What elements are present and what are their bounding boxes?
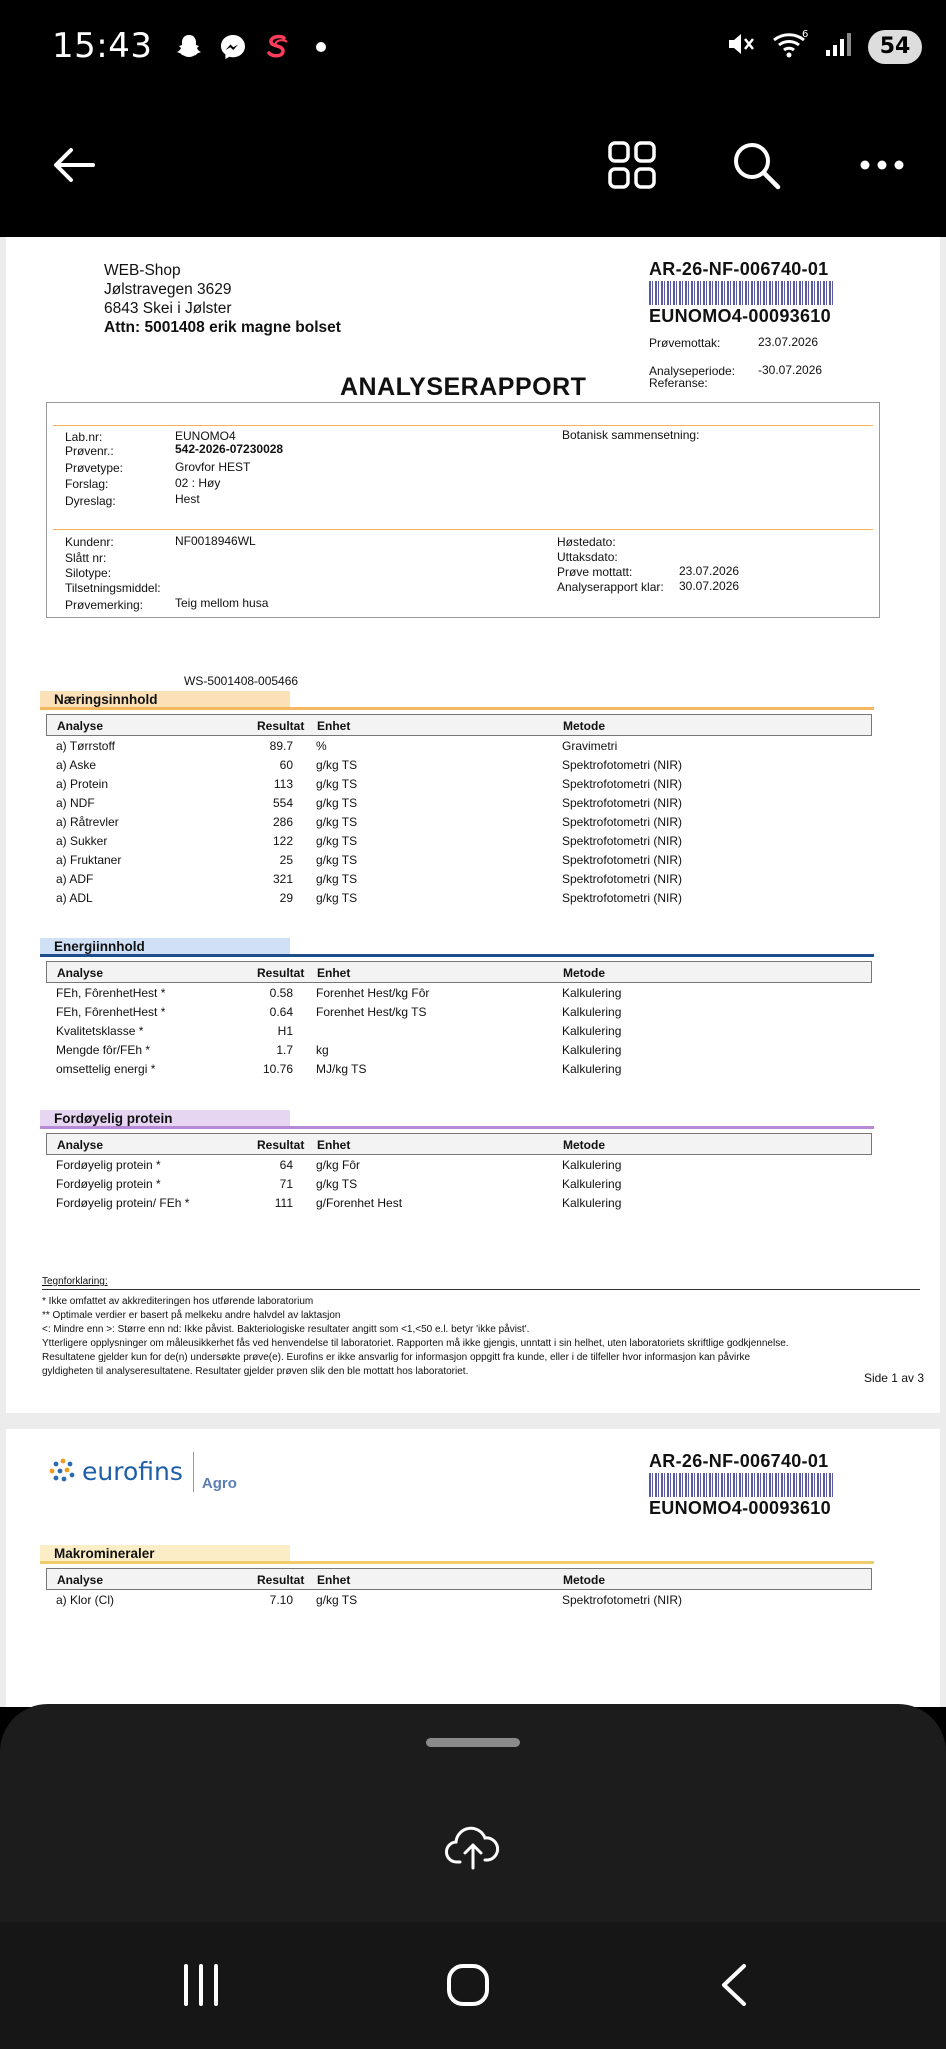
grid-view-button[interactable] [600,133,664,197]
uttaksdato-label: Uttaksdato: [557,550,618,564]
cell-enhet: g/kg TS [316,796,358,810]
cell-resultat: 286 [272,815,293,829]
cell-metode: Kalkulering [562,986,622,1000]
table-row [46,1060,872,1079]
cell-analyse: Fordøyelig protein/ FEh * [56,1196,190,1210]
prove-mottatt-value: 23.07.2026 [679,564,740,578]
table-row [46,737,872,756]
sender-line-2: Jølstravegen 3629 [104,281,232,298]
sim-badge: 6 [802,29,809,40]
cell-enhet: MJ/kg TS [316,1062,367,1076]
cell-resultat: 0.58 [269,986,293,1000]
eurofins-logo [48,1451,237,1492]
tilsetning-label: Tilsetningsmiddel: [65,581,161,595]
cell-resultat: 71 [279,1177,293,1191]
sheet-drag-handle[interactable] [426,1738,520,1747]
back-arrow-icon [49,145,99,185]
table-row [46,1175,872,1194]
nav-back-icon [716,1962,752,2008]
cell-metode: Kalkulering [562,1005,622,1019]
cell-resultat: 321 [272,872,293,886]
report-page-2 [6,1429,940,1707]
cell-resultat: 10.76 [262,1062,293,1076]
cell-analyse: Fordøyelig protein * [56,1177,161,1191]
search-icon [729,138,783,192]
legend-line-4: Ytterligere opplysninger om måleusikkerhet fås ved henvendelse til laboratoriet. Rapporten må ikke gjengis, unntatt i sin helhet, uten laboratoriets skriftlige godkjennelse. [42,1338,789,1349]
cell-resultat: 113 [273,777,293,791]
legend-line-5: Resultatene gjelder kun for de(n) undersøkte prøve(e). Eurofins er ikke ansvarlig for informasjon oppgitt fra kunde, eller i de tilfeller hvor informasjon kan påvirke [42,1352,751,1363]
page-number: Side 1 av 3 [863,1371,924,1385]
silotype-label: Silotype: [65,566,112,580]
more-notifications-dot [316,42,326,52]
legend-line-1: * Ikke omfattet av akkrediteringen hos utførende laboratorium [42,1296,314,1307]
cell-analyse: a) Aske [56,758,97,772]
cell-enhet: g/kg TS [316,853,358,867]
kundenr-value: NF0018946WL [175,534,256,548]
table-row [46,794,872,813]
cell-analyse: a) Sukker [56,834,108,848]
naering-table-header [46,714,872,736]
col-metode: Metode [563,1573,605,1587]
cell-resultat: 7.10 [269,1593,293,1607]
cell-metode: Kalkulering [562,1158,622,1172]
cell-analyse: a) Klor (Cl) [56,1593,115,1607]
cell-resultat: 29 [279,891,293,905]
cell-resultat: 60 [279,758,293,772]
cell-analyse: FEh, FôrenhetHest * [56,1005,166,1019]
table-row [46,756,872,775]
mute-icon [724,28,756,65]
provetype-value: Grovfor HEST [175,460,251,474]
sender-line-1: WEB-Shop [104,262,181,279]
cell-metode: Spektrofotometri (NIR) [562,1593,683,1607]
cell-enhet: g/kg TS [316,777,358,791]
attn-line: Attn: 5001408 erik magne bolset [104,319,341,336]
status-time: 15:43 [52,26,153,66]
dyreslag-label: Dyreslag: [65,494,116,508]
col-analyse: Analyse [57,1573,104,1587]
bottom-sheet [0,1704,946,1924]
cell-metode: Spektrofotometri (NIR) [562,815,683,829]
table-row [46,870,872,889]
cell-analyse: Kvalitetsklasse * [56,1024,144,1038]
wifi-icon [770,28,810,65]
cell-enhet: g/kg TS [316,891,358,905]
cell-analyse: a) Tørrstoff [56,739,115,753]
sample-code: EUNOMO4-00093610 [649,306,831,326]
table-row [46,1156,872,1175]
table-row [46,832,872,851]
col-resultat: Resultat [257,1138,305,1152]
section-energi-title: Energiinnhold [40,938,290,956]
col-metode: Metode [563,966,605,980]
recent-apps-icon [178,1962,224,2008]
system-status-icons [724,28,922,65]
table-row [46,1591,872,1610]
cell-resultat: 89.7 [269,739,293,753]
prove-mottatt-label: Prøve mottatt: [557,565,633,579]
cell-metode: Spektrofotometri (NIR) [562,758,683,772]
ws-code: WS-5001408-005466 [184,674,299,688]
cell-enhet: kg [316,1043,329,1057]
cell-enhet: g/kg TS [316,834,358,848]
table-row [46,775,872,794]
cell-metode: Spektrofotometri (NIR) [562,853,683,867]
cell-analyse: FEh, FôrenhetHest * [56,986,166,1000]
eurofins-logo-dots-icon [48,1457,78,1487]
provemottak-label: Prøvemottak: [649,336,721,350]
eurofins-logo-text: eurofins [82,1457,183,1486]
forslag-value: 02 : Høy [175,476,221,490]
section-protein-title: Fordøyelig protein [40,1110,290,1128]
labnr-label: Lab.nr: [65,430,103,444]
provenr-value: 542-2026-07230028 [175,442,284,456]
cloud-upload-icon [444,1824,502,1870]
section-energi-rule [40,954,874,957]
klar-label: Analyserapport klar: [557,580,664,594]
notification-icons [172,30,326,64]
cell-metode: Spektrofotometri (NIR) [562,891,683,905]
col-analyse: Analyse [57,1138,104,1152]
sender-line-3: 6843 Skei i Jølster [104,300,232,317]
report-number: AR-26-NF-006740-01 [649,259,829,279]
slatt-label: Slått nr: [65,551,107,565]
klar-value: 30.07.2026 [679,579,740,593]
sample-code-p2: EUNOMO4-00093610 [649,1498,831,1518]
col-enhet: Enhet [317,966,351,980]
logo-divider [193,1452,194,1492]
cell-metode: Spektrofotometri (NIR) [562,872,683,886]
cell-analyse: a) Protein [56,777,109,791]
system-navigation-bar [0,1922,946,2049]
provemerking-value: Teig mellom husa [175,596,269,610]
barcode [649,281,835,305]
messenger-icon [216,30,250,64]
table-row [46,1194,872,1213]
sample-info-box [46,402,880,618]
table-row [46,813,872,832]
energi-table-header [46,961,872,983]
cell-analyse: a) Råtrevler [56,815,119,829]
cell-enhet: g/Forenhet Hest [316,1196,403,1210]
cell-metode: Kalkulering [562,1062,622,1076]
upload-cloud-button[interactable] [444,1824,502,1875]
cell-resultat: 0.64 [269,1005,293,1019]
cell-analyse: a) Fruktaner [56,853,122,867]
provemottak-value: 23.07.2026 [758,335,819,349]
report-number-p2: AR-26-NF-006740-01 [649,1451,829,1471]
table-row [46,851,872,870]
cell-analyse: Mengde fôr/FEh * [56,1043,151,1057]
section-naering-title: Næringsinnhold [40,691,290,709]
cell-enhet: g/kg TS [316,815,358,829]
cell-enhet: Forenhet Hest/kg TS [316,1005,427,1019]
cell-metode: Kalkulering [562,1043,622,1057]
cell-analyse: a) NDF [56,796,95,810]
more-options-button[interactable] [850,133,914,197]
legend-line-6: gyldigheten til analyseresultatene. Resultater gjelder prøven slik den ble mottatt hos laboratoriet. [42,1366,469,1377]
makro-table-header [46,1568,872,1590]
col-enhet: Enhet [317,1138,351,1152]
table-row [46,984,872,1003]
back-button[interactable] [42,133,106,197]
cell-resultat: H1 [277,1024,293,1038]
col-resultat: Resultat [257,719,305,733]
forslag-label: Forslag: [65,477,109,491]
provenr-label: Prøvenr.: [65,444,114,458]
cell-resultat: 64 [279,1158,293,1172]
section-makro-title: Makromineraler [40,1545,290,1563]
cell-metode: Kalkulering [562,1177,622,1191]
legend-title: Tegnforklaring: [42,1276,108,1287]
cell-enhet: g/kg TS [316,758,358,772]
recent-apps-button[interactable] [178,1962,224,2013]
document-viewer[interactable] [0,237,946,1707]
cell-enhet: g/kg TS [316,1177,358,1191]
legend-rule [42,1289,920,1290]
kundenr-label: Kundenr: [65,535,114,549]
botanisk-label: Botanisk sammensetning: [562,428,700,442]
hostedato-label: Høstedato: [557,535,616,549]
report-title: ANALYSERAPPORT [340,373,587,401]
provemerking-label: Prøvemerking: [65,598,144,612]
cell-analyse: a) ADL [56,891,93,905]
section-makro-rule [40,1561,874,1564]
barcode-p2 [649,1473,835,1497]
cell-enhet: g/kg TS [316,872,358,886]
signal-icon [824,28,854,65]
referanse-label: Referanse: [649,376,708,390]
home-icon [445,1962,491,2008]
viewer-toolbar [0,95,946,237]
table-row [46,1003,872,1022]
divider [53,425,873,426]
col-enhet: Enhet [317,1573,351,1587]
cell-analyse: omsettelig energi * [56,1062,156,1076]
table-row [46,1022,872,1041]
cell-resultat: 1.7 [276,1043,293,1057]
cell-metode: Spektrofotometri (NIR) [562,796,683,810]
cell-enhet: g/kg TS [316,1593,358,1607]
cell-resultat: 111 [274,1196,293,1210]
cell-resultat: 25 [279,853,293,867]
grid-icon [606,139,658,191]
cell-metode: Gravimetri [562,739,618,753]
snapchat-icon [172,30,206,64]
protein-table-header [46,1133,872,1155]
cell-enhet: Forenhet Hest/kg Fôr [316,986,430,1000]
home-button[interactable] [445,1962,491,2013]
col-resultat: Resultat [257,966,305,980]
periode-label: Analyseperiode: [649,364,736,378]
col-analyse: Analyse [57,719,104,733]
search-button[interactable] [724,133,788,197]
cell-analyse: Fordøyelig protein * [56,1158,161,1172]
cell-enhet: g/kg Fôr [316,1158,361,1172]
dyreslag-value: Hest [175,492,200,506]
table-row [46,1041,872,1060]
periode-value: -30.07.2026 [758,363,823,377]
col-resultat: Resultat [257,1573,305,1587]
more-icon [859,159,905,171]
col-analyse: Analyse [57,966,104,980]
cell-resultat: 122 [272,834,293,848]
cell-metode: Kalkulering [562,1196,622,1210]
legend-line-2: ** Optimale verdier er basert på melkeku andre halvdel av laktasjon [42,1310,341,1321]
agro-logo-text: Agro [201,1475,237,1492]
divider [53,529,873,530]
cell-metode: Kalkulering [562,1024,622,1038]
table-row [46,889,872,908]
col-enhet: Enhet [317,719,351,733]
cell-resultat: 554 [272,796,293,810]
app-s-icon [260,30,294,64]
cell-analyse: a) ADF [56,872,94,886]
section-naering-rule [40,707,874,710]
cell-metode: Spektrofotometri (NIR) [562,834,683,848]
labnr-value: EUNOMO4 [175,429,236,443]
status-bar [0,0,946,95]
report-page-1 [6,237,940,1413]
provetype-label: Prøvetype: [65,461,124,475]
nav-back-button[interactable] [716,1962,752,2013]
legend-line-3: <: Mindre enn >: Større enn nd: Ikke påvist. Bakteriologiske resultater angitt som <1,<50 e.l. betyr 'ikke påvist'. [42,1324,530,1335]
section-protein-rule [40,1126,874,1129]
cell-metode: Spektrofotometri (NIR) [562,777,683,791]
cell-enhet: % [316,739,327,753]
battery-indicator: 54 [868,30,922,64]
col-metode: Metode [563,1138,605,1152]
col-metode: Metode [563,719,605,733]
